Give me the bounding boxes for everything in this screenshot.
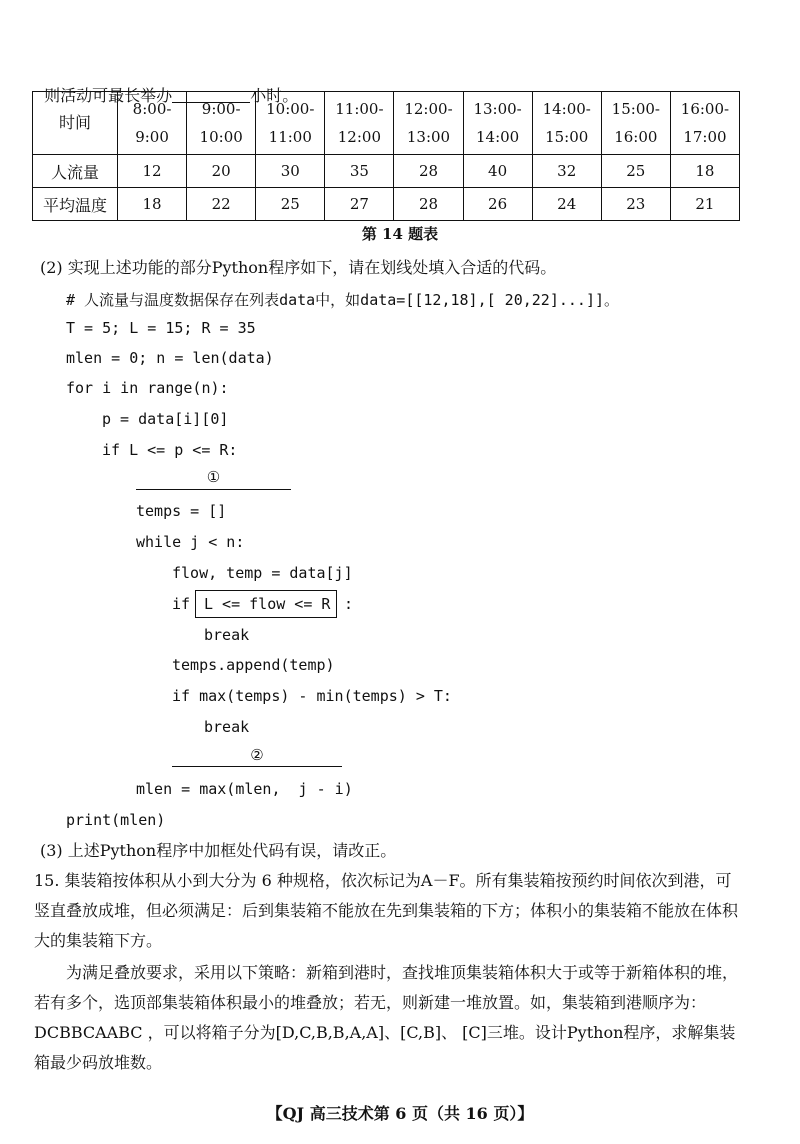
row-label-cell: 平均温度: [33, 188, 118, 221]
table-cell: 23: [601, 188, 670, 221]
table-row-flow: [33, 155, 740, 188]
code-line: mlen = max(mlen, j - i): [136, 780, 353, 798]
table-cell: 35: [325, 155, 394, 188]
code-comment: # 人流量与温度数据保存在列表data中，如data=[[12,18],[ 20,22]...]]。: [66, 291, 620, 309]
code-line: p = data[i][0]: [102, 410, 229, 428]
table-cell: 12: [118, 155, 187, 188]
time-slot-cell: 8:00- 9:00: [118, 92, 187, 155]
table-cell: 25: [256, 188, 325, 221]
time-slot-cell: 13:00- 14:00: [463, 92, 532, 155]
table-row-temperature: [33, 188, 740, 221]
code-line: while j < n:: [136, 533, 245, 551]
table-cell: 21: [670, 188, 739, 221]
time-slot-cell: 10:00- 11:00: [256, 92, 325, 155]
table-cell: 32: [532, 155, 601, 188]
time-slot-cell: 16:00- 17:00: [670, 92, 739, 155]
table-cell: 27: [325, 188, 394, 221]
code-line: flow, temp = data[j]: [172, 564, 353, 582]
time-slot-cell: 14:00- 15:00: [532, 92, 601, 155]
table-cell: 18: [118, 188, 187, 221]
table-cell: 20: [187, 155, 256, 188]
code-line: mlen = 0; n = len(data): [66, 349, 274, 367]
table-cell: 28: [394, 155, 463, 188]
code-line: if L <= p <= R:: [102, 441, 238, 459]
blank-marker-1: ①: [206, 468, 221, 486]
intro-text-before: 则活动可最长举办: [44, 86, 173, 105]
boxed-condition: L <= flow <= R: [204, 595, 331, 613]
intro-text-after: 小时。: [250, 86, 299, 105]
time-slot-cell: 12:00- 13:00: [394, 92, 463, 155]
table-cell: 24: [532, 188, 601, 221]
question-2-text: (2) 实现上述功能的部分Python程序如下，请在划线处填入合适的代码。: [40, 258, 557, 277]
header-label-cell: 时间: [33, 92, 118, 155]
code-line: temps = []: [136, 502, 227, 520]
code-line: if max(temps) - min(temps) > T:: [172, 687, 452, 705]
table-cell: 26: [463, 188, 532, 221]
table-cell: 22: [187, 188, 256, 221]
time-slot-cell: 15:00- 16:00: [601, 92, 670, 155]
code-line: break: [204, 626, 250, 644]
code-blank-1: [136, 489, 291, 490]
code-line: print(mlen): [66, 811, 166, 829]
flow-temperature-table: [32, 91, 740, 221]
question-15-paragraph-1: 15. 集装箱按体积从小到大分为 6 种规格，依次标记为A－F。所有集装箱按预约时间依次到港，可竖直叠放成堆，但必须满足：后到集装箱不能放在先到集装箱的下方；体积小的集装箱不能放在体积大的集装箱下方。: [34, 871, 739, 950]
table-cell: 18: [670, 155, 739, 188]
table-cell: 28: [394, 188, 463, 221]
row-label-cell: 人流量: [33, 155, 118, 188]
code-colon: :: [344, 595, 354, 613]
table-caption: 第 14 题表: [361, 225, 439, 243]
code-if-keyword: if: [172, 595, 191, 613]
question-15-paragraph-2: 为满足叠放要求，采用以下策略：新箱到港时，查找堆顶集装箱体积大于或等于新箱体积的堆，若有多个，选顶部集装箱体积最小的堆叠放；若无，则新建一堆放置。如，集装箱到港顺序为：DCBBCAABC ，可以将箱子分为[D,C,B,B,A,A]、[C,B]、 [C]三堆。设计Python程序，求解集装箱最少码放堆数。: [34, 963, 739, 1072]
table-header-row: [33, 92, 740, 155]
code-blank-2: [172, 766, 342, 767]
page-footer: 【QJ 高三技术第 6 页（共 16 页）】: [266, 1104, 534, 1123]
time-slot-cell: 9:00- 10:00: [187, 92, 256, 155]
time-slot-cell: 11:00- 12:00: [325, 92, 394, 155]
code-line: break: [204, 718, 250, 736]
blank-marker-2: ②: [250, 746, 264, 764]
question-3-text: (3) 上述Python程序中加框处代码有误，请改正。: [40, 841, 397, 860]
code-line: T = 5; L = 15; R = 35: [66, 319, 256, 337]
table-cell: 25: [601, 155, 670, 188]
table-cell: 30: [256, 155, 325, 188]
code-line: temps.append(temp): [172, 656, 335, 674]
table-cell: 40: [463, 155, 532, 188]
code-line: for i in range(n):: [66, 379, 229, 397]
